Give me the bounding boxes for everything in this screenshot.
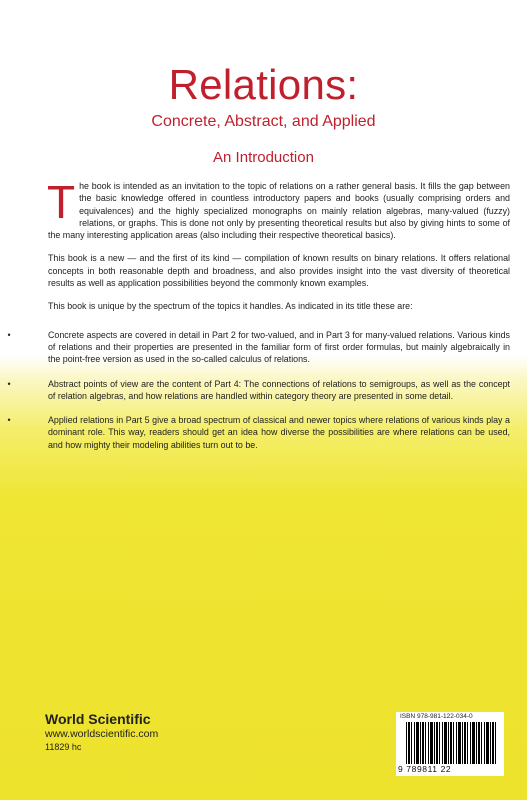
barcode-digits: 9 789811 22 [398,764,452,774]
list-item [7,414,510,451]
book-tagline: An Introduction [213,149,314,166]
barcode [396,712,504,776]
list-item-text: Applied relations in Part 5 give a broad spectrum of classical and newer topics where relations of various kinds play a dominant role. This way, readers should get an idea how diverse the possibilities are where relations can be used, and how mighty their modeling abilities turn out to be. [48,415,510,450]
publisher-name: World Scientific [45,711,151,727]
bullet-icon: • [7,329,11,340]
topic-list [7,329,510,451]
list-item-text: Concrete aspects are covered in detail in Part 2 for two-valued, and in Part 3 for many-valued relations. Various kinds of relations and their properties are presented in the familiar form of first order formulas, but mainly algebraically in the point-free version as used in the so-called calculus of relations. [48,329,510,365]
bullet-icon: • [7,378,11,389]
blurb-paragraph-2: This book is a new — and the first of its kind — compilation of known results on binary relations. It offers relational concepts in both reasonable depth and broadness, and also provides insight into the vast diversity of theoretical results as well as application possibilities beyond the commonly known examples. [48,253,510,289]
bullet-icon: • [7,415,11,426]
book-title: Relations: [168,61,359,108]
list-item-text: Abstract points of view are the content of Part 4: The connections of relations to semigroups, as well as the concept of relation algebras, and how relations are handled within category theory are presented in some detail. [48,378,510,401]
blurb-paragraph-3: This book is unique by the spectrum of the topics it handles. As indicated in its title these are: [48,301,413,312]
publisher-block [45,711,158,753]
blurb-paragraph-1 [47,176,510,241]
list-item [7,329,510,366]
book-subtitle: Concrete, Abstract, and Applied [151,113,376,130]
blurb-text [7,176,510,463]
barcode-bars-icon [406,722,498,764]
isbn-label: ISBN 978-981-122-034-0 [400,713,473,720]
blurb-paragraph-1-text: he book is intended as an invitation to the topic of relations on a rather general basis. It fills the gap between the basic knowledge offered in countless introductory papers and books (usually comprising orders and equivalences) and the highly specialized monographs on mainly relation algebras, many-valued (fuzzy) relations, or graphs. This is done not only by presenting theoretical results but also by giving hints to some of the many interesting application areas (also including their respective theoretical basics). [48,181,510,241]
product-code: 11829 hc [45,742,82,752]
drop-cap: T [47,176,76,228]
list-item [7,378,510,403]
publisher-url: www.worldscientific.com [45,728,159,740]
